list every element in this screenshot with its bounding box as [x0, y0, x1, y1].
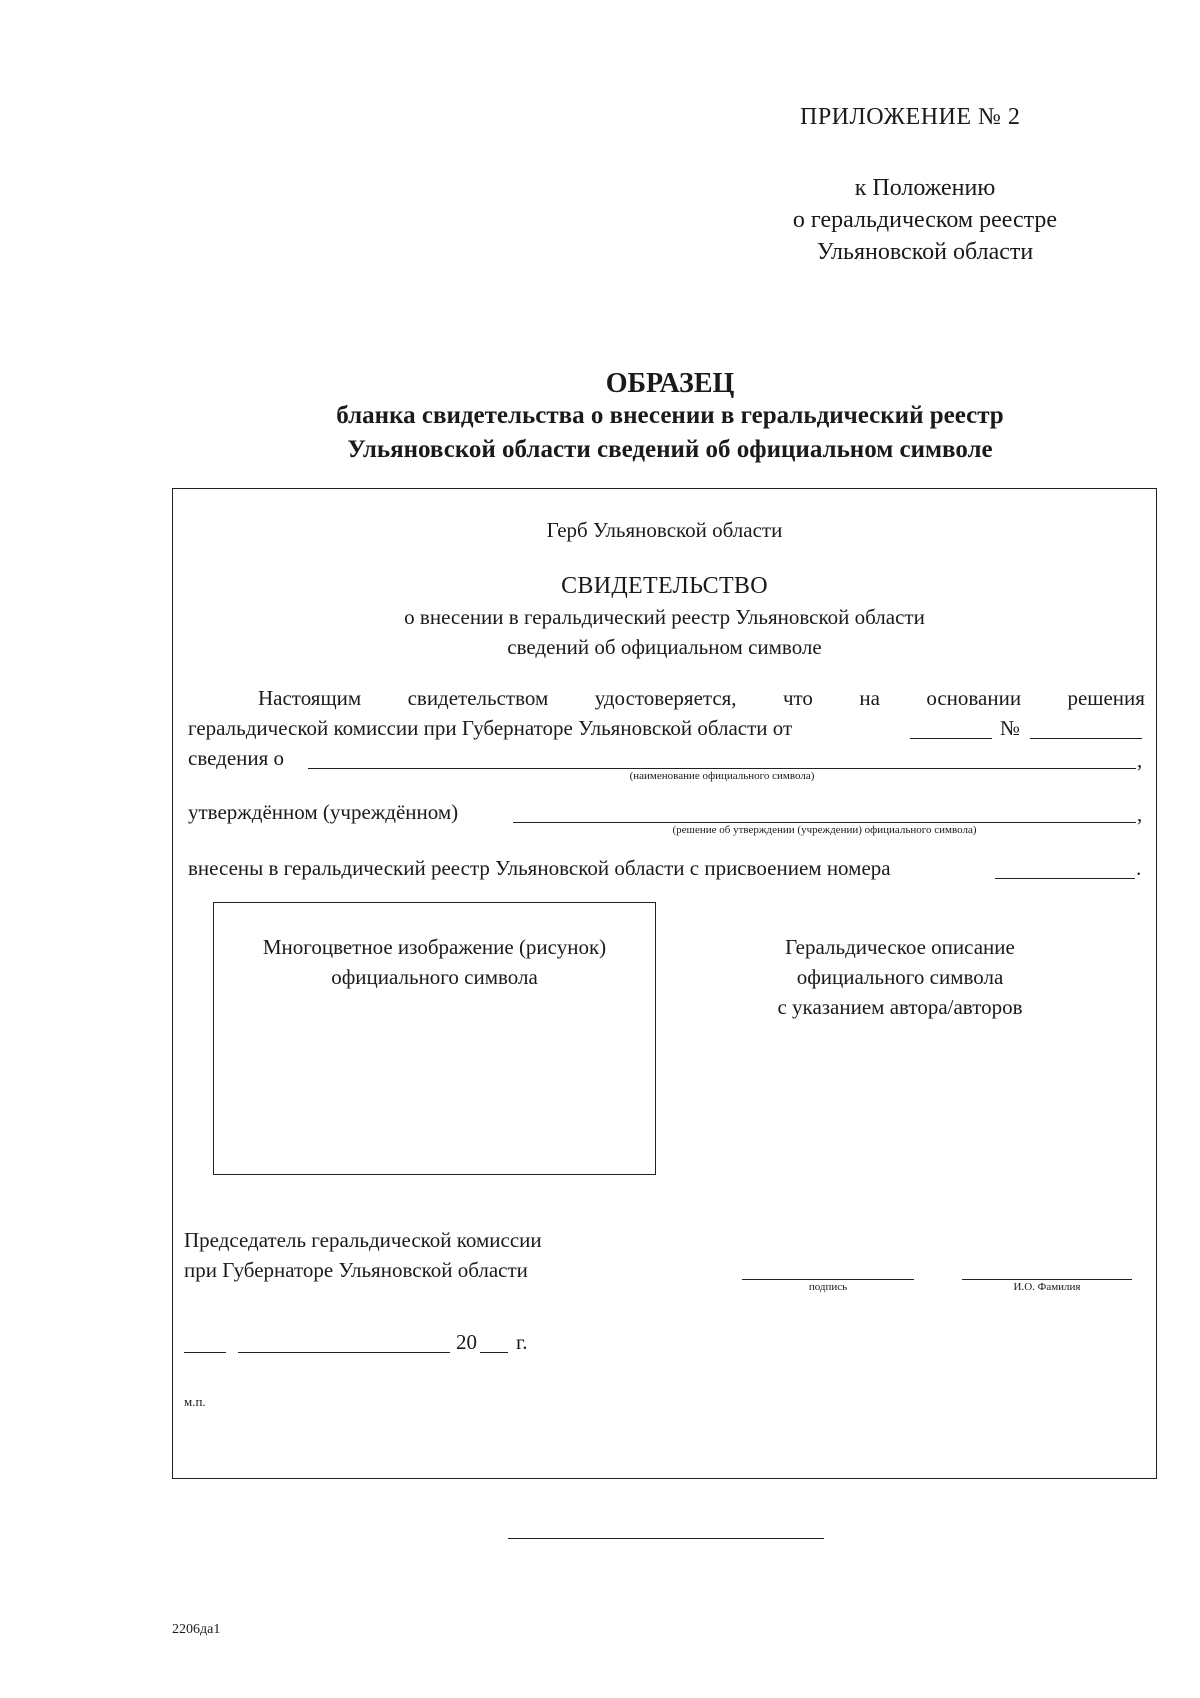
symbol-image-label-line-2: официального символа: [331, 965, 538, 989]
appendix-ref-line-3: Ульяновской области: [816, 239, 1034, 265]
body-line-5: внесены в геральдический реестр Ульяновской области с присвоением номера: [188, 856, 891, 880]
body-word: Настоящим: [258, 686, 362, 710]
heraldic-description-line-2: официального символа: [796, 965, 1004, 989]
heraldic-description-line-3: с указанием автора/авторов: [777, 995, 1023, 1019]
certificate-title: СВИДЕТЕЛЬСТВО: [561, 573, 768, 599]
decision-date-blank[interactable]: [910, 738, 992, 739]
certificate-subtitle-line-2: сведений об официальном символе: [507, 635, 822, 659]
body-line-1: [188, 686, 1145, 711]
registry-number-blank[interactable]: [995, 878, 1135, 879]
line-5-period: .: [1136, 856, 1142, 880]
symbol-name-caption: (наименование официального символа): [629, 770, 815, 782]
symbol-name-blank[interactable]: [308, 768, 1136, 769]
chairman-title-line-2: при Губернаторе Ульяновской области: [184, 1258, 528, 1282]
certificate-subtitle: [172, 602, 1157, 662]
chairman-title-line-1: Председатель геральдической комиссии: [184, 1228, 542, 1252]
symbol-image-label-line-1: Многоцветное изображение (рисунок): [262, 935, 607, 959]
appendix-reference: [760, 172, 1090, 268]
certificate-subtitle-line-1: о внесении в геральдический реестр Ульяновской области: [404, 605, 925, 629]
appendix-ref-line-2: о геральдическом реестре: [792, 207, 1058, 233]
body-word: основании: [926, 686, 1022, 710]
date-month-blank[interactable]: [238, 1352, 450, 1353]
sample-subtitle-line-2: Ульяновской области сведений об официальном символе: [347, 436, 993, 463]
body-line-3: сведения о: [188, 746, 285, 770]
line-3-comma: ,: [1137, 748, 1143, 772]
appendix-ref-line-1: к Положению: [854, 175, 996, 201]
body-word: на: [859, 686, 880, 710]
date-year-blank[interactable]: [480, 1352, 508, 1353]
body-word: свидетельством: [407, 686, 549, 710]
body-line-2: [188, 716, 792, 741]
name-caption: И.О. Фамилия: [1013, 1281, 1081, 1293]
body-word: удостоверяется,: [594, 686, 737, 710]
name-blank[interactable]: [962, 1279, 1132, 1280]
bottom-divider: [508, 1538, 824, 1539]
stamp-place-label: м.п.: [184, 1394, 206, 1409]
body-line-4: утверждённом (учреждённом): [188, 800, 459, 824]
sample-subtitle-line-1: бланка свидетельства о внесении в геральдический реестр: [336, 402, 1004, 429]
approval-decision-caption: (решение об утверждении (учреждении) официального символа): [672, 824, 977, 836]
heraldic-description-line-1: Геральдическое описание: [785, 935, 1015, 959]
coat-of-arms-label: Герб Ульяновской области: [546, 518, 783, 542]
symbol-image-label: [213, 932, 656, 992]
sample-title: ОБРАЗЕЦ: [605, 368, 735, 399]
signature-blank[interactable]: [742, 1279, 914, 1280]
signature-caption: подпись: [808, 1281, 848, 1293]
line-4-comma: ,: [1137, 802, 1143, 826]
decision-number-blank[interactable]: [1030, 738, 1142, 739]
heraldic-description-label: [720, 932, 1080, 1022]
appendix-title: ПРИЛОЖЕНИЕ № 2: [800, 104, 1021, 130]
date-year-suffix: г.: [516, 1330, 528, 1354]
date-year-prefix: 20: [456, 1330, 477, 1354]
document-code: 2206да1: [172, 1622, 221, 1637]
chairman-title: [184, 1225, 542, 1285]
body-word: решения: [1067, 686, 1145, 710]
approval-decision-blank[interactable]: [513, 822, 1136, 823]
body-word: что: [782, 686, 813, 710]
number-sign: №: [1000, 716, 1021, 740]
body-line-2-text: геральдической комиссии при Губернаторе Ульяновской области от: [188, 716, 793, 740]
date-day-blank[interactable]: [184, 1352, 226, 1353]
